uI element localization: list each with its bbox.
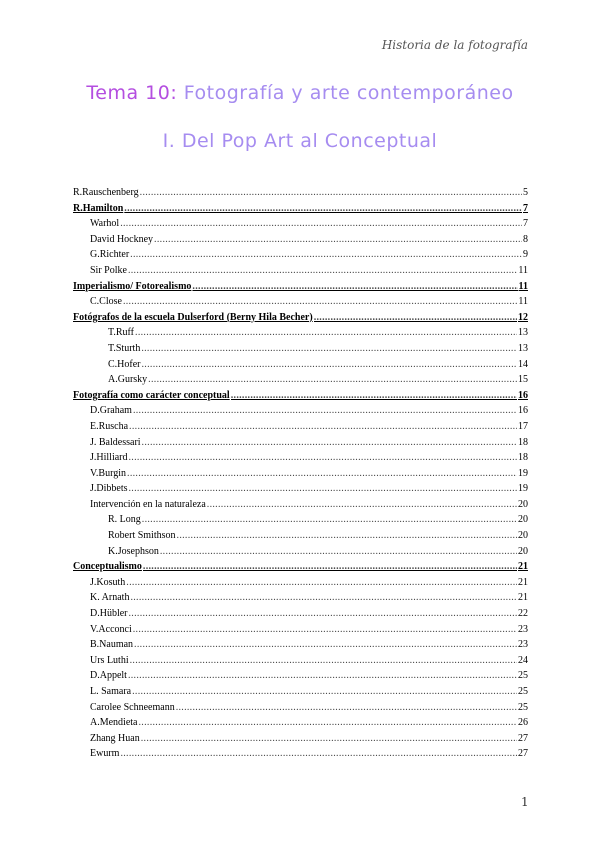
toc-leader-dots: [314, 310, 517, 326]
toc-leader-dots: [133, 622, 517, 638]
toc-entry[interactable]: [73, 622, 528, 638]
toc-leader-dots: [142, 512, 517, 528]
toc-entry[interactable]: [73, 263, 528, 279]
toc-entry-label: V.Acconci: [90, 623, 132, 635]
toc-entry-page: 17: [518, 420, 528, 432]
toc-leader-dots: [129, 481, 518, 497]
toc-entry-page: 25: [518, 686, 528, 697]
toc-leader-dots: [140, 185, 522, 201]
toc-entry-page: 11: [518, 264, 528, 276]
toc-entry[interactable]: [73, 279, 528, 295]
toc-entry-label: David Hockney: [90, 233, 154, 245]
toc-entry[interactable]: [73, 731, 528, 747]
toc-entry[interactable]: [73, 357, 528, 373]
toc-entry-page: 13: [518, 327, 528, 339]
toc-entry-page: 24: [518, 654, 528, 666]
toc-leader-dots: [154, 232, 522, 248]
toc-entry[interactable]: [73, 419, 528, 435]
toc-entry[interactable]: [73, 653, 528, 669]
toc-entry-label: Warhol: [90, 218, 120, 230]
toc-entry-label: Zhang Huan: [90, 732, 140, 744]
toc-entry[interactable]: [73, 185, 528, 201]
toc-entry-page: 9: [523, 249, 528, 261]
toc-leader-dots: [231, 388, 517, 404]
toc-entry-page: 12: [518, 311, 528, 323]
toc-entry[interactable]: [73, 450, 528, 466]
toc-entry-label: L. Samara: [90, 686, 132, 697]
toc-leader-dots: [130, 653, 517, 669]
toc-entry-label: Conceptualismo: [73, 561, 142, 573]
toc-entry-page: 21: [518, 576, 528, 588]
toc-entry-page: 19: [518, 483, 528, 495]
toc-leader-dots: [135, 325, 517, 341]
toc-leader-dots: [128, 668, 517, 684]
toc-entry-label: J.Kosuth: [90, 576, 126, 588]
toc-leader-dots: [128, 263, 517, 279]
toc-entry-page: 11: [518, 296, 528, 308]
toc-leader-dots: [120, 746, 517, 762]
toc-entry[interactable]: [73, 310, 528, 326]
toc-entry[interactable]: [73, 466, 528, 482]
toc-entry-label: G.Richter: [90, 249, 130, 261]
toc-leader-dots: [132, 684, 517, 700]
topic-number: Tema 10:: [86, 82, 178, 104]
toc-leader-dots: [160, 544, 517, 560]
toc-entry[interactable]: [73, 575, 528, 591]
toc-entry[interactable]: [73, 528, 528, 544]
toc-entry[interactable]: [73, 668, 528, 684]
toc-entry[interactable]: [73, 403, 528, 419]
toc-entry[interactable]: [73, 481, 528, 497]
topic-title: Fotografía y arte contemporáneo: [177, 82, 514, 104]
toc-entry-page: 7: [523, 218, 528, 230]
toc-entry-label: D.Hübler: [90, 608, 128, 620]
toc-entry-label: Robert Smithson: [108, 530, 176, 542]
toc-entry-label: K. Arnath: [90, 592, 130, 604]
toc-leader-dots: [143, 559, 517, 575]
toc-entry[interactable]: [73, 700, 528, 716]
toc-entry-label: Carolee Schneemann: [90, 701, 175, 713]
page-title: [0, 82, 600, 104]
toc-entry-page: 20: [518, 514, 528, 526]
toc-leader-dots: [120, 216, 522, 232]
toc-leader-dots: [176, 700, 517, 716]
toc-entry[interactable]: [73, 325, 528, 341]
toc-entry-label: Intervención en la naturaleza: [90, 498, 206, 510]
toc-entry[interactable]: [73, 637, 528, 653]
toc-entry-label: K.Josephson: [108, 545, 159, 557]
toc-leader-dots: [130, 590, 517, 606]
toc-entry-page: 25: [518, 701, 528, 713]
toc-entry-label: C.Close: [90, 296, 122, 308]
toc-entry-label: R. Long: [108, 514, 141, 526]
toc-entry-label: V.Burgin: [90, 467, 127, 479]
toc-entry[interactable]: [73, 232, 528, 248]
toc-entry-page: 14: [518, 358, 528, 370]
toc-entry-page: 15: [518, 374, 528, 386]
toc-leader-dots: [130, 247, 522, 263]
toc-entry-page: 19: [518, 467, 528, 479]
toc-entry-page: 11: [518, 280, 528, 292]
toc-entry-page: 16: [518, 405, 528, 417]
toc-entry[interactable]: [73, 715, 528, 731]
toc-entry-page: 26: [518, 717, 528, 729]
toc-entry-page: 23: [518, 623, 528, 635]
toc-entry-page: 16: [518, 389, 528, 401]
toc-entry[interactable]: [73, 497, 528, 513]
toc-leader-dots: [133, 403, 517, 419]
toc-entry[interactable]: [73, 201, 528, 217]
toc-entry-label: R.Rauschenberg: [73, 187, 139, 198]
toc-entry-page: 23: [518, 639, 528, 651]
toc-entry-page: 27: [518, 748, 528, 760]
toc-entry-label: Sir Polke: [90, 264, 127, 276]
toc-leader-dots: [127, 466, 517, 482]
toc-entry[interactable]: [73, 590, 528, 606]
toc-leader-dots: [141, 341, 517, 357]
toc-entry-page: 20: [518, 498, 528, 510]
toc-entry-label: E.Ruscha: [90, 420, 129, 432]
toc-entry[interactable]: [73, 684, 528, 700]
toc-leader-dots: [126, 575, 517, 591]
toc-entry-label: R.Hamilton: [73, 202, 124, 214]
toc-leader-dots: [207, 497, 517, 513]
toc-entry-label: Fotógrafos de la escuela Dulserford (Berny Hila Becher): [73, 311, 313, 323]
toc-leader-dots: [142, 435, 517, 451]
toc-entry-page: 13: [518, 342, 528, 354]
toc-entry[interactable]: [73, 341, 528, 357]
toc-leader-dots: [129, 450, 518, 466]
toc-entry[interactable]: [73, 372, 528, 388]
toc-entry-label: J.Dibbets: [90, 483, 128, 495]
toc-entry-label: D.Graham: [90, 405, 132, 417]
toc-entry-page: 20: [518, 530, 528, 542]
toc-entry-label: A.Gursky: [108, 374, 148, 386]
toc-entry-page: 18: [518, 452, 528, 464]
toc-entry-page: 20: [518, 545, 528, 557]
toc-entry[interactable]: [73, 606, 528, 622]
toc-entry-label: A.Mendieta: [90, 717, 138, 729]
toc-entry-label: Urs Luthi: [90, 654, 129, 666]
toc-entry-label: Ewurm: [90, 748, 120, 760]
toc-entry-label: B.Nauman: [90, 639, 134, 651]
toc-leader-dots: [192, 279, 517, 295]
toc-entry[interactable]: [73, 247, 528, 263]
toc-entry-page: 27: [518, 732, 528, 744]
toc-leader-dots: [141, 731, 517, 747]
toc-entry[interactable]: [73, 746, 528, 762]
toc-entry-page: 8: [523, 233, 528, 245]
toc-entry-page: 7: [523, 202, 528, 214]
toc-entry-label: J.Hilliard: [90, 452, 128, 464]
page-number: 1: [521, 795, 529, 809]
toc-entry-page: 18: [518, 436, 528, 448]
toc-entry-page: 21: [518, 561, 528, 573]
toc-entry[interactable]: [73, 559, 528, 575]
toc-entry-page: 22: [518, 608, 528, 620]
section-subtitle: I. Del Pop Art al Conceptual: [162, 130, 438, 152]
toc-leader-dots: [177, 528, 517, 544]
toc-leader-dots: [129, 606, 518, 622]
toc-entry-page: 25: [518, 670, 528, 682]
toc-leader-dots: [124, 201, 522, 217]
toc-leader-dots: [142, 357, 518, 373]
toc-leader-dots: [129, 419, 517, 435]
running-header: Historia de la fotografía: [381, 38, 528, 52]
toc-entry-label: Fotografía como carácter conceptual: [73, 389, 230, 401]
toc-entry[interactable]: [73, 435, 528, 451]
table-of-contents: [73, 185, 528, 762]
toc-entry-label: Imperialismo/ Fotorealismo: [73, 280, 192, 292]
toc-entry-label: C.Hofer: [108, 358, 141, 370]
toc-entry-page: 21: [518, 592, 528, 604]
toc-entry[interactable]: [73, 512, 528, 528]
toc-entry-label: J. Baldessari: [90, 436, 141, 448]
toc-entry[interactable]: [73, 544, 528, 560]
toc-entry-label: T.Sturth: [108, 342, 141, 354]
toc-entry-label: D.Appelt: [90, 670, 127, 682]
toc-entry[interactable]: [73, 294, 528, 310]
toc-entry[interactable]: [73, 216, 528, 232]
toc-leader-dots: [139, 715, 518, 731]
toc-leader-dots: [148, 372, 517, 388]
toc-entry[interactable]: [73, 388, 528, 404]
toc-leader-dots: [123, 294, 517, 310]
toc-entry-label: T.Ruff: [108, 327, 135, 339]
toc-entry-page: 5: [523, 187, 528, 198]
toc-leader-dots: [134, 637, 517, 653]
